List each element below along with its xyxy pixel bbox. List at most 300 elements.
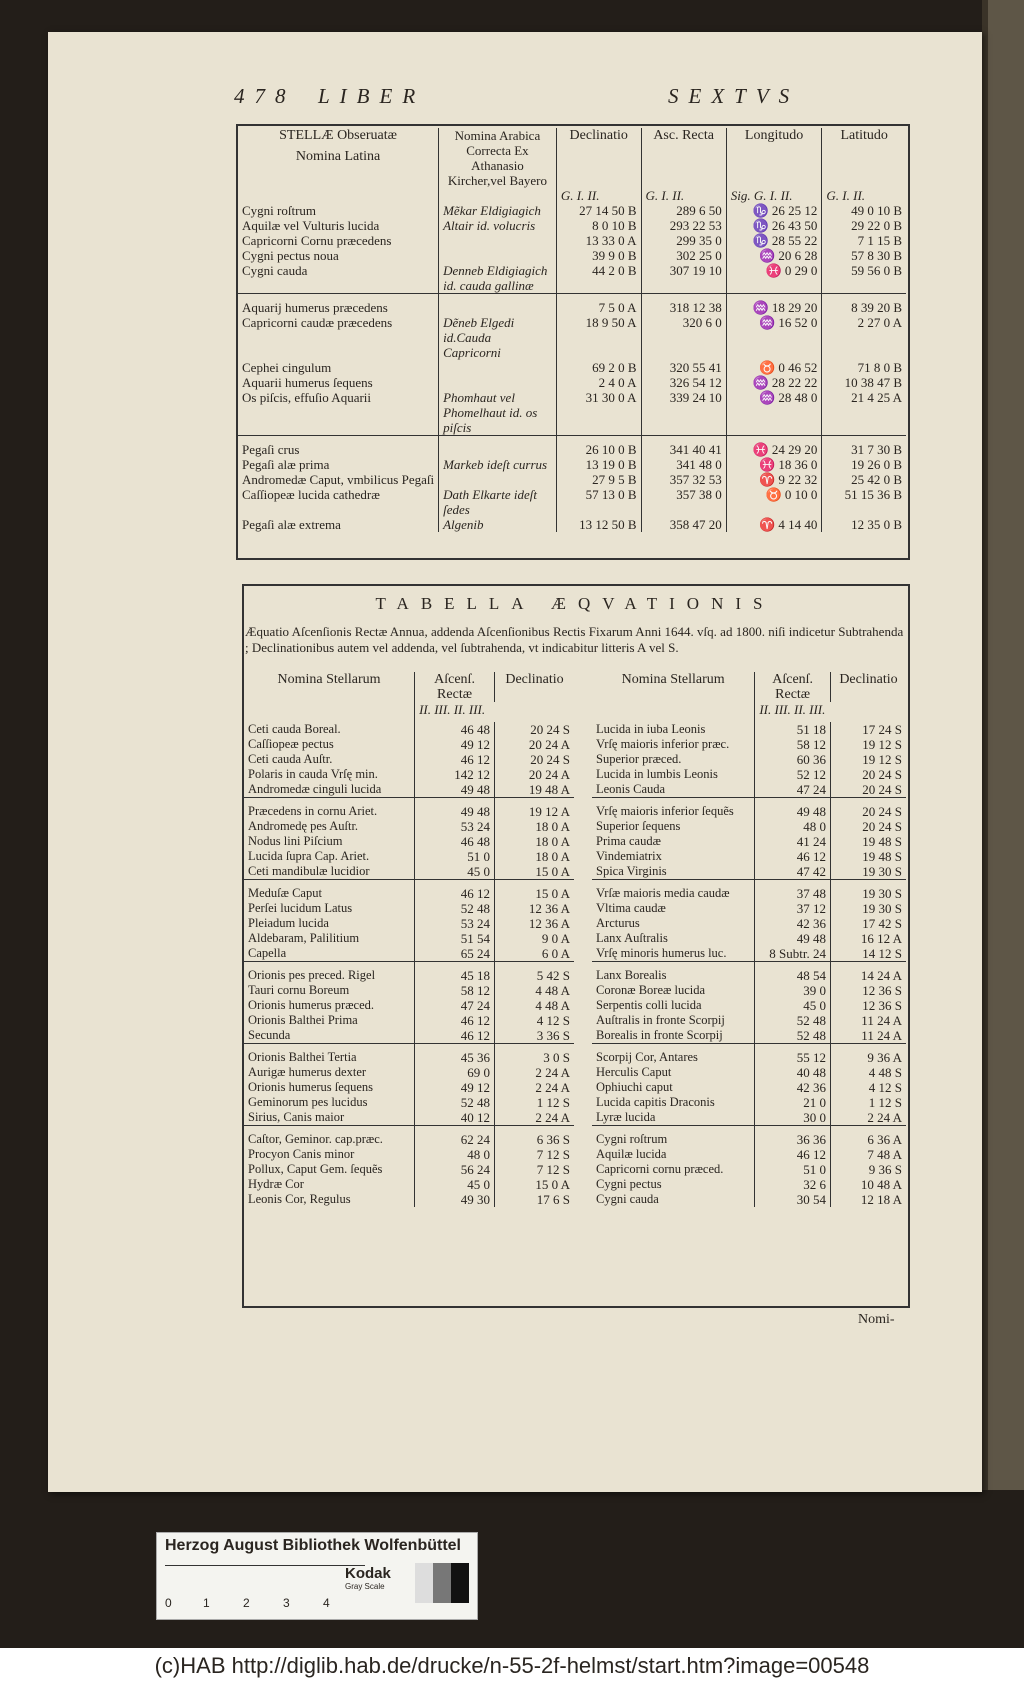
cell: Sirius, Canis maior [248, 1110, 345, 1124]
cell: 14 24 A [830, 968, 906, 983]
table-row [244, 1080, 574, 1095]
cell: 8 0 10 B [556, 218, 641, 233]
cell: 12 36 A [495, 916, 574, 931]
cell: 20 24 S [830, 804, 906, 819]
cell: 18 0 A [495, 834, 574, 849]
running-head-right: SEXTVS [668, 84, 800, 108]
left-subheader: II. III. II. III. [415, 702, 574, 722]
cell: Procyon Canis minor [248, 1147, 355, 1161]
cell: 6 36 A [830, 1132, 906, 1147]
cell: Pegaſi alæ extrema [242, 517, 341, 532]
table-row [244, 1132, 574, 1147]
table-row [238, 375, 906, 390]
cell: Caſtor, Geminor. cap.præc. [248, 1132, 383, 1146]
cell: 2 24 A [830, 1110, 906, 1126]
cell: 19 30 S [830, 886, 906, 901]
header-latin-2: Nomina Latina [295, 149, 381, 164]
cell: Lucida in lumbis Leonis [596, 767, 718, 781]
table-row [244, 931, 574, 946]
cell: 53 24 [415, 916, 495, 931]
cell [439, 442, 557, 457]
cell: 19 48 S [830, 834, 906, 849]
table-row [238, 487, 906, 517]
cell: Dath Elkarte ideſt ſedes [439, 487, 557, 517]
cell: 26 10 0 B [556, 442, 641, 457]
cell: 51 18 [755, 722, 831, 737]
cell: 2 27 0 A [822, 315, 906, 360]
cell: 49 48 [415, 782, 495, 798]
cell: 45 0 [415, 1177, 495, 1192]
cell: 7 48 A [830, 1147, 906, 1162]
cell: 32 6 [755, 1177, 831, 1192]
cell: 4 12 S [495, 1013, 574, 1028]
table-row [238, 517, 906, 532]
table-row [592, 1095, 906, 1110]
cell: Andromedę pes Auſtr. [248, 819, 359, 833]
cell: 46 12 [415, 752, 495, 767]
table-row [244, 1028, 574, 1044]
cell: 13 19 0 B [556, 457, 641, 472]
cell: 1 12 S [495, 1095, 574, 1110]
cell: Orionis Balthei Tertia [248, 1050, 357, 1064]
cell: Superior præced. [596, 752, 682, 766]
table-row [244, 1095, 574, 1110]
cell: 4 48 A [495, 998, 574, 1013]
cell: ♒ 18 29 20 [726, 300, 822, 315]
library-name: Herzog August Bibliothek Wolfenbüttel [165, 1537, 461, 1554]
cell: 15 0 A [495, 886, 574, 901]
cell: Markeb ideſt currus [439, 457, 557, 472]
cell: 52 48 [755, 1028, 831, 1044]
right-subheader: II. III. II. III. [755, 702, 906, 722]
table-row [238, 442, 906, 457]
cell: 12 18 A [830, 1192, 906, 1207]
cell: Orionis humerus præced. [248, 998, 375, 1012]
cell: 65 24 [415, 946, 495, 962]
cell: Algenib [439, 517, 557, 532]
table-row [244, 819, 574, 834]
cell: 46 12 [755, 1147, 831, 1162]
cell: 57 13 0 B [556, 487, 641, 517]
cell: 11 24 A [830, 1028, 906, 1044]
cell: Aquilæ lucida [596, 1147, 667, 1161]
cell: Prima caudæ [596, 834, 661, 848]
cell: Aquilæ vel Vulturis lucida [242, 218, 380, 233]
cell: ♓ 0 29 0 [726, 263, 822, 294]
cell: Lucida ſupra Cap. Ariet. [248, 849, 370, 863]
cell: Borealis in fronte Scorpij [596, 1028, 723, 1042]
table-row [244, 834, 574, 849]
cell: Polaris in cauda Vrſę min. [248, 767, 378, 781]
cell: ♈ 9 22 32 [726, 472, 822, 487]
cell: 357 32 53 [641, 472, 726, 487]
footer-url: (c)HAB http://diglib.hab.de/drucke/n-55-2f-helmst/start.htm?image=00548 [0, 1648, 1024, 1684]
table-row [244, 1162, 574, 1177]
table-row [244, 1013, 574, 1028]
table-row [592, 946, 906, 962]
cell: 20 24 S [830, 819, 906, 834]
cell: 8 Subtr. 24 [755, 946, 831, 962]
table-row [592, 864, 906, 880]
cell: Altair id. volucris [439, 218, 557, 233]
cell: Vrſę minoris humerus luc. [596, 946, 727, 960]
color-card [156, 1532, 478, 1620]
cell: 3 36 S [495, 1028, 574, 1044]
cell: Cygni pectus [596, 1177, 662, 1191]
book-edge [988, 0, 1024, 1490]
cell: Lyræ lucida [596, 1110, 656, 1124]
cell: 46 12 [415, 1028, 495, 1044]
table-row [244, 946, 574, 962]
cell: 46 12 [415, 886, 495, 901]
cell: 40 12 [415, 1110, 495, 1126]
right-header-name: Nomina Stellarum [621, 672, 725, 687]
table-row [592, 834, 906, 849]
cell: Dẽneb Elgedi id.Cauda Capricorni [439, 315, 557, 360]
cell: 12 36 S [830, 983, 906, 998]
left-header-declination: Declinatio [495, 672, 574, 702]
table-row [592, 1110, 906, 1126]
cell: 52 48 [755, 1013, 831, 1028]
cell: ♑ 26 43 50 [726, 218, 822, 233]
cell: Orionis humerus ſequens [248, 1080, 373, 1094]
table-row [238, 457, 906, 472]
cell: 10 38 47 B [822, 375, 906, 390]
table-row [592, 931, 906, 946]
table-row [592, 1028, 906, 1044]
cell: ♉ 0 10 0 [726, 487, 822, 517]
cell: Os piſcis, effuſio Aquarii [242, 390, 372, 405]
table-row [592, 1065, 906, 1080]
cell: 45 36 [415, 1050, 495, 1065]
sub-declination: G. I. II. [556, 188, 641, 203]
cell: 19 48 A [495, 782, 574, 798]
cell: ♒ 20 6 28 [726, 248, 822, 263]
kodak-logo [345, 1565, 391, 1591]
catchword: Nomi- [858, 1312, 895, 1327]
cell: Capricorni cornu præced. [596, 1162, 724, 1176]
table-row [592, 1147, 906, 1162]
table-row [244, 1192, 574, 1207]
cell: Pegaſi alæ prima [242, 457, 330, 472]
table-row [592, 737, 906, 752]
cell: 358 47 20 [641, 517, 726, 532]
cell: 7 5 0 A [556, 300, 641, 315]
cell: Cygni pectus noua [242, 248, 339, 263]
cell: Ceti mandibulæ lucidior [248, 864, 370, 878]
cell: Scorpij Cor, Antares [596, 1050, 698, 1064]
equation-table-note: Æquatio Aſcenſionis Rectæ Annua, addenda Aſcenſionibus Rectis Fixarum Anni 1644. vſq. ad 1800. niſi indicetur Subtrahenda ; Declinationibus autem vel addenda, vel ſubtrahenda, vt indicabitur litteris A vel S. [245, 624, 904, 655]
cell: 52 12 [755, 767, 831, 782]
cell: 42 36 [755, 916, 831, 931]
cell: ♈ 4 14 40 [726, 517, 822, 532]
cell: Serpentis colli lucida [596, 998, 702, 1012]
cell: 53 24 [415, 819, 495, 834]
equation-table-right [592, 672, 906, 1207]
cell: 3 0 S [495, 1050, 574, 1065]
table-row [244, 983, 574, 998]
table-row [592, 1162, 906, 1177]
cell: 293 22 53 [641, 218, 726, 233]
kodak-sub: Gray Scale [345, 1582, 385, 1591]
table-row [238, 263, 906, 294]
cell: Aldebaram, Palilitium [248, 931, 360, 945]
cell: Andromedæ cinguli lucida [248, 782, 382, 796]
header-right-ascension: Asc. Recta [641, 128, 726, 188]
cell: 31 7 30 B [822, 442, 906, 457]
table-row [244, 782, 574, 798]
cell: 51 0 [755, 1162, 831, 1177]
ruler-tick: 3 [283, 1596, 290, 1610]
cell: Caſſiopeæ pectus [248, 737, 334, 751]
cell: 320 6 0 [641, 315, 726, 360]
table-row [592, 819, 906, 834]
cell: 20 24 S [495, 752, 574, 767]
header-latin-1: STELLÆ Obseruatæ [279, 128, 397, 143]
cell: 56 24 [415, 1162, 495, 1177]
cell: 39 9 0 B [556, 248, 641, 263]
table-row [244, 737, 574, 752]
cell: 6 36 S [495, 1132, 574, 1147]
ruler-tick: 2 [243, 1596, 250, 1610]
cell: Cygni roſtrum [596, 1132, 668, 1146]
cell: 339 24 10 [641, 390, 726, 436]
cell: 46 48 [415, 722, 495, 737]
cell: 4 12 S [830, 1080, 906, 1095]
table-row [244, 998, 574, 1013]
cell: 17 24 S [830, 722, 906, 737]
header-latitude: Latitudo [822, 128, 906, 188]
cell: 20 24 A [495, 737, 574, 752]
cell: Meduſæ Caput [248, 886, 322, 900]
page-number: 478 [234, 84, 296, 108]
table-row [592, 849, 906, 864]
cell [439, 248, 557, 263]
cell: 49 30 [415, 1192, 495, 1207]
cell: 19 12 S [830, 737, 906, 752]
cell: 13 33 0 A [556, 233, 641, 248]
cell: 302 25 0 [641, 248, 726, 263]
table-row [592, 886, 906, 901]
cell: 31 30 0 A [556, 390, 641, 436]
cell: 59 56 0 B [822, 263, 906, 294]
cell [439, 472, 557, 487]
cell: 69 2 0 B [556, 360, 641, 375]
cell: Denneb Eldigiagich id. cauda gallinæ [439, 263, 557, 294]
table-row [244, 722, 574, 737]
table-row [238, 218, 906, 233]
cell: 18 0 A [495, 849, 574, 864]
left-header-name: Nomina Stellarum [277, 672, 381, 687]
table-row [592, 1013, 906, 1028]
cell: 9 36 A [830, 1050, 906, 1065]
cell: 62 24 [415, 1132, 495, 1147]
cell: Perſei lucidum Latus [248, 901, 353, 915]
left-header-ascension: Aſcenſ. Rectæ [415, 672, 495, 702]
table-row [592, 968, 906, 983]
running-head-left: LIBER [318, 84, 426, 108]
cell: 47 42 [755, 864, 831, 880]
table-row [238, 203, 906, 218]
header-declination: Declinatio [556, 128, 641, 188]
cell: 51 0 [415, 849, 495, 864]
table-row [244, 1147, 574, 1162]
cell [439, 233, 557, 248]
cell: Pollux, Caput Gem. ſequẽs [248, 1162, 383, 1176]
cell: 49 48 [415, 804, 495, 819]
cell: 15 0 A [495, 1177, 574, 1192]
cell: 49 48 [755, 804, 831, 819]
cell: 69 0 [415, 1065, 495, 1080]
cell: 142 12 [415, 767, 495, 782]
cell: 47 24 [755, 782, 831, 798]
cell: Herculis Caput [596, 1065, 672, 1079]
cell: 19 30 S [830, 901, 906, 916]
table-row [244, 916, 574, 931]
cell: Vltima caudæ [596, 901, 666, 915]
cell: 27 9 5 B [556, 472, 641, 487]
cell: 9 0 A [495, 931, 574, 946]
table-row [592, 901, 906, 916]
cell: 320 55 41 [641, 360, 726, 375]
cell: Lucida capitis Draconis [596, 1095, 715, 1109]
cell: 5 42 S [495, 968, 574, 983]
cell: 47 24 [415, 998, 495, 1013]
cell: Arcturus [596, 916, 640, 930]
cell: Lanx Auſtralis [596, 931, 668, 945]
table-row [238, 360, 906, 375]
cell: Secunda [248, 1028, 291, 1042]
cell: 51 54 [415, 931, 495, 946]
sub-ascension: G. I. II. [641, 188, 726, 203]
cell: 19 30 S [830, 864, 906, 880]
cell: Nodus lini Piſcium [248, 834, 343, 848]
cell: 19 26 0 B [822, 457, 906, 472]
cell: 52 48 [415, 1095, 495, 1110]
cell: 18 0 A [495, 819, 574, 834]
cell: 341 40 41 [641, 442, 726, 457]
cell: Caſſiopeæ lucida cathedræ [242, 487, 380, 502]
cell: 36 36 [755, 1132, 831, 1147]
equation-table-title: TABELLA ÆQVATIONIS [375, 594, 775, 613]
table-row [238, 315, 906, 360]
table-row [244, 752, 574, 767]
cell: ♓ 18 36 0 [726, 457, 822, 472]
cell: 12 36 A [495, 901, 574, 916]
cell: Cygni cauda [242, 263, 308, 278]
cell: 357 38 0 [641, 487, 726, 517]
kodak-brand: Kodak [345, 1565, 391, 1582]
table-row [244, 864, 574, 880]
table-row [244, 1065, 574, 1080]
cell: Pleiadum lucida [248, 916, 329, 930]
cell: Spica Virginis [596, 864, 667, 878]
cell: Superior ſequens [596, 819, 681, 833]
table-row [592, 1080, 906, 1095]
cell: 39 0 [755, 983, 831, 998]
cell: ♓ 24 29 20 [726, 442, 822, 457]
cell: 58 12 [415, 983, 495, 998]
cell: 44 2 0 B [556, 263, 641, 294]
cell: Cygni roſtrum [242, 203, 317, 218]
cell: 49 0 10 B [822, 203, 906, 218]
cell: 48 0 [755, 819, 831, 834]
cell: 2 24 A [495, 1110, 574, 1126]
cell: 46 48 [415, 834, 495, 849]
ruler-tick: 4 [323, 1596, 330, 1610]
cell: 29 22 0 B [822, 218, 906, 233]
table-row [244, 1050, 574, 1065]
cell: 341 48 0 [641, 457, 726, 472]
table-row [592, 767, 906, 782]
cell: Andromedæ Caput, vmbilicus Pegaſi [242, 472, 435, 487]
cell: Lucida in iuba Leonis [596, 722, 706, 736]
cell: 19 48 S [830, 849, 906, 864]
cell: 9 36 S [830, 1162, 906, 1177]
table-row [592, 1132, 906, 1147]
table-row [592, 1192, 906, 1207]
cell: 37 12 [755, 901, 831, 916]
cell: Ceti cauda Auſtr. [248, 752, 333, 766]
cell: 37 48 [755, 886, 831, 901]
cell: 1 12 S [830, 1095, 906, 1110]
cell: 21 4 25 A [822, 390, 906, 436]
cell: 17 6 S [495, 1192, 574, 1207]
table-row [238, 390, 906, 436]
cell: Ceti cauda Boreal. [248, 722, 341, 736]
cell: Lanx Borealis [596, 968, 667, 982]
cell: 7 12 S [495, 1162, 574, 1177]
table-row [592, 1177, 906, 1192]
cell: Præcedens in cornu Ariet. [248, 804, 378, 818]
cell: 20 24 A [495, 767, 574, 782]
table-row [244, 886, 574, 901]
table-row [592, 916, 906, 931]
cell: 52 48 [415, 901, 495, 916]
cell: Leonis Cauda [596, 782, 666, 796]
cell: 45 18 [415, 968, 495, 983]
cell: 289 6 50 [641, 203, 726, 218]
cell: 299 35 0 [641, 233, 726, 248]
table-row [592, 998, 906, 1013]
table-row [592, 804, 906, 819]
cell: 19 12 S [830, 752, 906, 767]
cell: 20 24 S [830, 782, 906, 798]
cell: 16 12 A [830, 931, 906, 946]
cell [439, 360, 557, 375]
cell: Cygni cauda [596, 1192, 659, 1206]
cell: 11 24 A [830, 1013, 906, 1028]
header-longitude: Longitudo [726, 128, 822, 188]
cell: ♉ 0 46 52 [726, 360, 822, 375]
cell: 7 1 15 B [822, 233, 906, 248]
table-row [592, 752, 906, 767]
cell: Aquarij humerus præcedens [242, 300, 388, 315]
cell: 41 24 [755, 834, 831, 849]
cell: 46 12 [415, 1013, 495, 1028]
cell: 57 8 30 B [822, 248, 906, 263]
table-row [244, 804, 574, 819]
table-row [244, 901, 574, 916]
table-row [238, 233, 906, 248]
right-header-ascension: Aſcenſ. Rectæ [755, 672, 831, 702]
table-row [238, 248, 906, 263]
cell: 40 48 [755, 1065, 831, 1080]
cell: 46 12 [755, 849, 831, 864]
cell: 60 36 [755, 752, 831, 767]
sub-longitude: Sig. G. I. II. [726, 188, 822, 203]
cell: 49 12 [415, 1080, 495, 1095]
